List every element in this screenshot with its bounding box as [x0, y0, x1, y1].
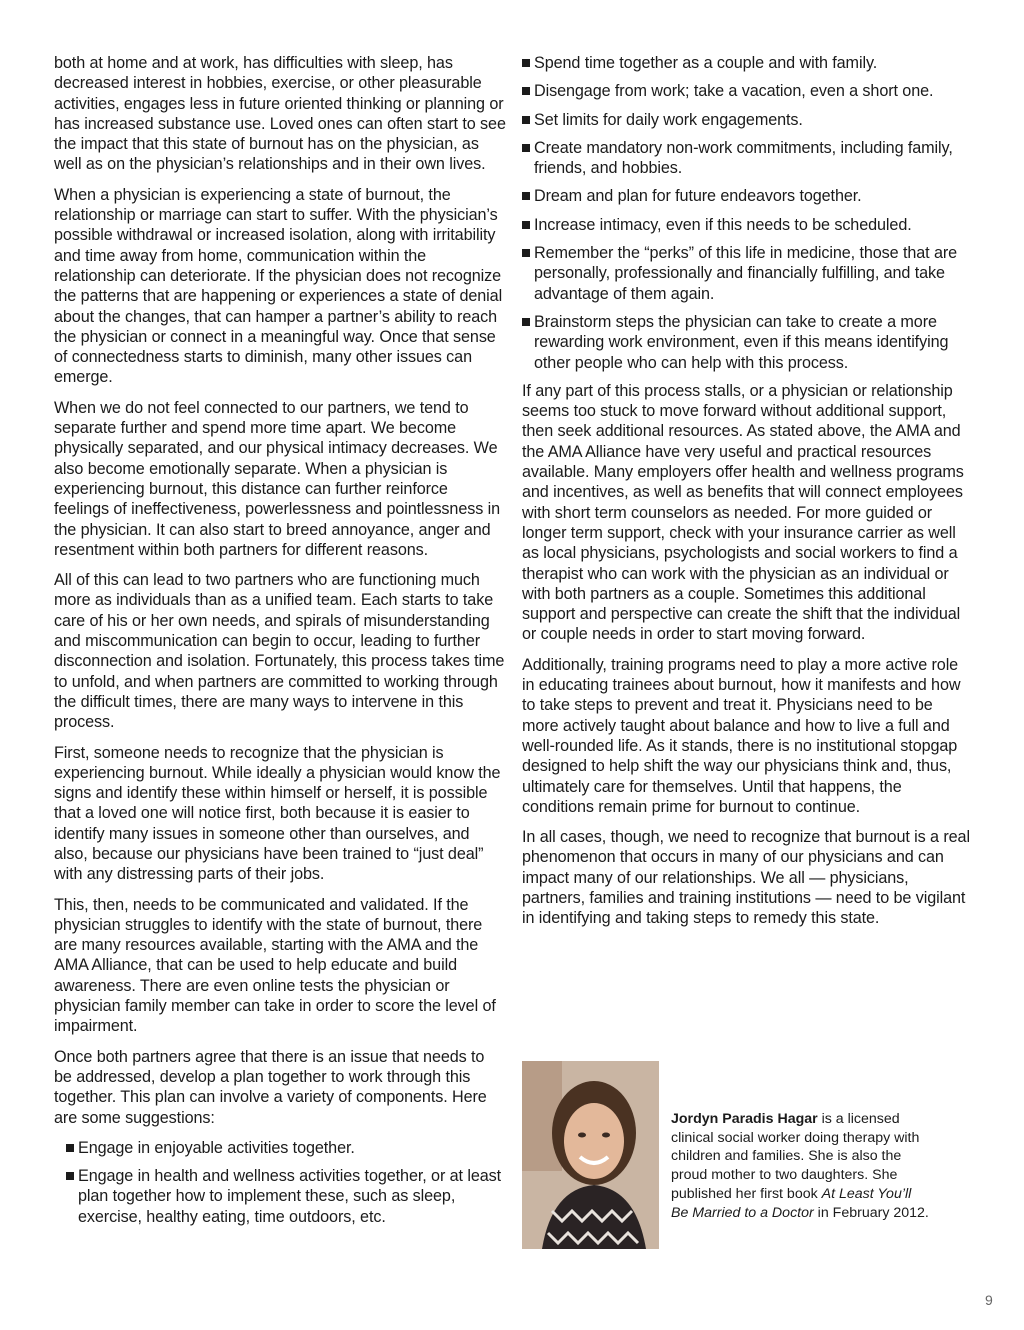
paragraph: In all cases, though, we need to recognize that burnout is a real phenomenon that occurs in many of our physicians and can impact many of our relationships. We all — physicians, partners, families and training institutions — need to be vigilant in identifying and taking steps to remedy this state.	[522, 828, 970, 928]
list-item: Engage in health and wellness activities together, or at least plan together how to implement these, such as sleep, exercise, healthy eating, time outdoors, etc.	[66, 1166, 506, 1227]
list-item: Increase intimacy, even if this needs to be scheduled.	[522, 215, 970, 235]
list-item: Create mandatory non-work commitments, including family, friends, and hobbies.	[522, 138, 970, 179]
paragraph: Additionally, training programs need to play a more active role in educating trainees about burnout, how it manifests and how to take steps to prevent and treat it. Physicians need to be more actively taught about balance and how to live a full and well-rounded life. As it stands, there is no institutional stopgap designed to help shift the way our physicians think and, thus, ultimately care for themselves. Until that happens, the conditions remain prime for burnout to continue.	[522, 655, 961, 816]
left-column	[54, 53, 506, 1235]
paragraph: This, then, needs to be communicated and validated. If the physician struggles to identify with the state of burnout, there are many resources available, starting with the AMA and the AMA Alliance, that can be used to help educate and build awareness. There are even online tests the physician or physician family member can take in order to score the level of impairment.	[54, 895, 496, 1036]
list-item: Disengage from work; take a vacation, even a short one.	[522, 81, 970, 101]
author-portrait-illustration	[522, 1061, 659, 1249]
suggestion-list	[522, 53, 970, 373]
list-item: Engage in enjoyable activities together.	[66, 1138, 506, 1158]
list-item: Brainstorm steps the physician can take to create a more rewarding work environment, even if this means identifying other people who can help with this process.	[522, 312, 970, 373]
author-bio	[671, 1110, 931, 1222]
page-number: 9	[985, 1292, 993, 1308]
book-title: At Least You’ll Be Married to a Doctor	[671, 1185, 912, 1221]
list-item: Set limits for daily work engagements.	[522, 110, 970, 130]
suggestion-list	[66, 1138, 506, 1227]
paragraph: If any part of this process stalls, or a physician or relationship seems too stuck to move forward without additional support, then seek additional resources. As stated above, the AMA and the AMA Alliance have very useful and practical resources available. Many employers offer health and wellness programs and incentives, as well as benefits that will connect employees with short term counselors as needed. For more guided or longer term support, check with your insurance carrier as well as local physicians, psychologists and social workers to find a therapist who can work with the physician as an individual or with both partners as a couple. Sometimes this additional support and perspective can create the shift that the individual or couple needs in order to start moving forward.	[522, 381, 964, 644]
author-name: Jordyn Paradis Hagar	[671, 1111, 818, 1127]
paragraph: All of this can lead to two partners who are functioning much more as individuals than as a unified team. Each starts to take care of his or her own needs, and spirals of misunderstanding and miscommunication can begin to occur, leading to further disconnection and isolation. Fortunately, this process takes time to unfold, and when partners are committed to working through the difficult times, there are many ways to intervene in this process.	[54, 571, 505, 732]
paragraph: both at home and at work, has difficulties with sleep, has decreased interest in hobbies, exercise, or other pleasurable activities, engages less in future oriented thinking or planning or has increased substance use. Loved ones can often start to see the impact that this state of burnout has on the physician, as well as on the physician’s relationships and in their own lives.	[54, 54, 506, 174]
paragraph: Once both partners agree that there is an issue that needs to be addressed, develop a plan together to work through this together. This plan can involve a variety of components. Here are some suggestions:	[54, 1047, 487, 1127]
paragraph: When we do not feel connected to our partners, we tend to separate further and spend more time apart. We become physically separated, and our physical intimacy decreases. We also become emotionally separate. When a physician is experiencing burnout, this distance can further reinforce feelings of ineffectiveness, powerlessness and pointlessness in the physician. It can also start to breed annoyance, anger and resentment within both partners for different reasons.	[54, 398, 501, 559]
paragraph: First, someone needs to recognize that the physician is experiencing burnout. While ideally a physician would know the signs and identify these within himself or herself, it is possible that a loved one will notice first, both because it is easier to identify many issues in someone other than ourselves, and also, because our physicians have been trained to “just deal” with any distressing parts of their jobs.	[54, 743, 501, 884]
list-item: Remember the “perks” of this life in medicine, those that are personally, professionally and financially fulfilling, and take advantage of them again.	[522, 243, 970, 304]
bio-text: in February 2012.	[813, 1204, 929, 1221]
author-photo	[522, 1061, 659, 1249]
list-item: Spend time together as a couple and with family.	[522, 53, 970, 73]
list-item: Dream and plan for future endeavors together.	[522, 186, 970, 206]
right-column	[522, 53, 970, 939]
bio-text: is a licensed clinical social worker doing therapy with children and families. She is also the proud mother to two daughters. She published her first book	[671, 1111, 920, 1202]
paragraph: When a physician is experiencing a state of burnout, the relationship or marriage can start to suffer. With the physician’s possible withdrawal or increased isolation, along with irritability and time away from home, communication within the relationship can deteriorate. If the physician does not recognize the patterns that are happening or experiences a state of denial about the changes, that can hamper a partner’s ability to reach the physician or connect in a meaningful way. Once that sense of connectedness starts to diminish, many other issues can emerge.	[54, 185, 503, 387]
